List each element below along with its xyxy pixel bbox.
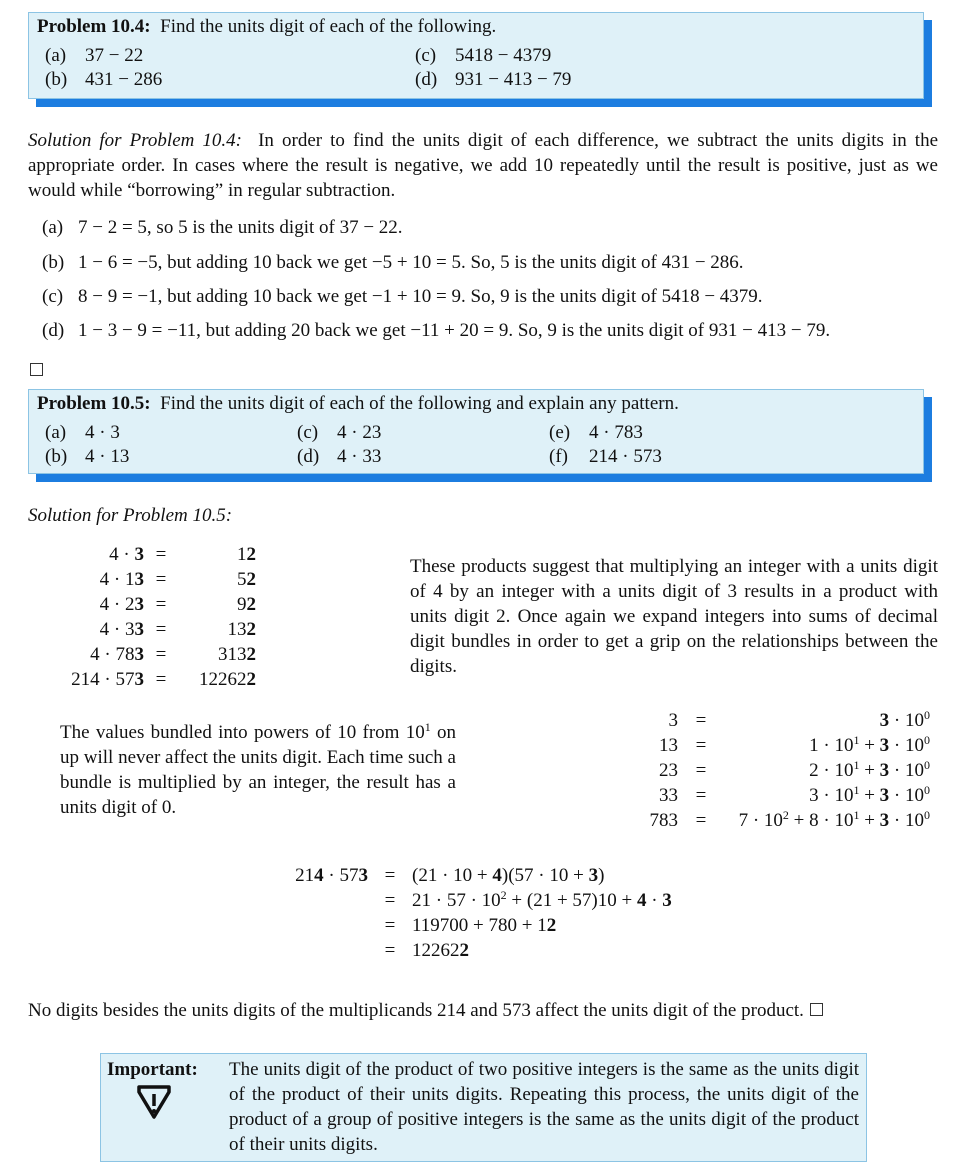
problem-item: (d) 931 − 413 − 79 [415,69,572,90]
equation-row [284,938,672,963]
equation-rhs: 3132 [218,643,256,665]
equation-rhs: 122622 [199,668,256,690]
equation-equals: = [155,568,167,590]
solution-10-5-heading: Solution for Problem 10.5: [28,505,233,526]
equation-equals: = [384,939,396,961]
equation-rhs: $3 \cdot 10^0$ [879,707,930,731]
warning-icon [135,1084,173,1120]
equation-equals: = [695,759,707,781]
equation-row [284,863,672,888]
equation-lhs: 214 · 573 [71,668,144,690]
equation-lhs: 4 · 33 [99,618,144,640]
equation-lhs [284,938,368,963]
equation-lhs: 4 · 23 [99,593,144,615]
solution-step: (c) 8 − 9 = −1, but adding 10 back we get −1 + 10 = 9. So, 9 is the units digit of 5418 − 4379. [42,286,763,307]
equation-equals: = [155,643,167,665]
solution-step: (b) 1 − 6 = −5, but adding 10 back we get −5 + 10 = 5. So, 5 is the units digit of 431 − 286. [42,252,744,273]
important-label: Important: [107,1059,198,1080]
equation-row [284,888,672,913]
problem-prompt: Find the units digit of each of the following and explain any pattern. [160,393,679,414]
problem-item: (a) 4 · 3 [45,422,120,443]
equation-lhs: 13 [659,734,678,756]
equation-lhs: 3 [668,709,678,731]
problem-10-4-box [28,12,924,99]
solution-step: (d) 1 − 3 − 9 = −11, but adding 20 back we get −11 + 20 = 9. So, 9 is the units digit of 931 − 413 − 79. [42,320,831,341]
equation-row [640,708,930,733]
equation-lhs: 4 · 13 [99,568,144,590]
problem-item: (a) 37 − 22 [45,45,144,66]
equation-rhs: 132 [227,618,256,640]
equation-rhs: 119700 + 780 + 12 [412,914,557,936]
equation-rhs: $7 \cdot 10^2 + 8 \cdot 10^1 + 3 \cdot 10^0$ [738,807,930,831]
equation-row [640,733,930,758]
equation-lhs: 4 · 3 [109,543,144,565]
equation-equals: = [695,784,707,806]
equation-row [640,758,930,783]
equation-row [640,783,930,808]
equation-row [60,542,256,567]
problem-label: Problem 10.4: [37,16,151,37]
equation-equals: = [695,734,707,756]
equation-rhs: 52 [237,568,256,590]
products-table [60,542,256,692]
problem-prompt: Find the units digit of each of the following. [160,16,497,37]
problem-item: (c) 4 · 23 [297,422,382,443]
equation-lhs: 23 [659,759,678,781]
equation-row [640,808,930,833]
equation-rhs: $3 \cdot 10^1 + 3 \cdot 10^0$ [809,782,930,806]
equation-lhs: 4 · 783 [90,643,144,665]
important-box [100,1053,867,1162]
problem-10-5-box [28,389,924,474]
equation-lhs: 33 [659,784,678,806]
bundle-note: The values bundled into powers of 10 from $10^1$ on up will never affect the units digit. Each time such a bundle is multiplied by an integer, the result has a units digit of 0. [60,720,457,818]
equation-row [60,642,256,667]
equation-equals: = [155,618,167,640]
problem-label: Problem 10.5: [37,393,151,414]
equation-equals: = [384,864,396,886]
equation-lhs [284,888,368,913]
equation-lhs [284,913,368,938]
qed-square-icon [30,363,43,376]
equation-row [284,913,672,938]
solution-10-5-conclusion: No digits besides the units digits of the multiplicands 214 and 573 affect the units digit of the product. [28,1000,823,1022]
equation-equals: = [695,709,707,731]
problem-item: (d) 4 · 33 [297,446,382,467]
equation-rhs: $1 \cdot 10^1 + 3 \cdot 10^0$ [809,732,930,756]
problem-item: (c) 5418 − 4379 [415,45,552,66]
important-text: The units digit of the product of two positive integers is the same as the units digit of the product of their units digits. Repeating this process, the units digit of the product of a group of positive integers is the same as the units digit of the product of their units digits. [229,1059,859,1155]
derivation-table [284,863,672,963]
problem-item: (b) 4 · 13 [45,446,130,467]
equation-rhs: 122622 [412,939,469,961]
solution-intro-text: In order to find the units digit of each difference, we subtract the units digits in the appropriate order. In cases where the result is negative, we add 10 repeatedly until the result is positive, just as we would while “borrowing” in regular subtraction. [28,130,938,201]
equation-equals: = [155,668,167,690]
equation-row [60,567,256,592]
problem-item: (f) 214 · 573 [549,446,662,467]
equation-equals: = [155,543,167,565]
equation-rhs: $2 \cdot 10^1 + 3 \cdot 10^0$ [809,757,930,781]
solution-10-4-intro [28,128,938,203]
equation-equals: = [155,593,167,615]
equation-lhs: 214 · 573 [295,864,368,886]
equation-row [60,617,256,642]
equation-equals: = [695,809,707,831]
equation-rhs: (21 · 10 + 4)(57 · 10 + 3) [412,864,605,886]
expansions-table [640,708,930,833]
solution-step: (a) 7 − 2 = 5, so 5 is the units digit of 37 − 22. [42,217,403,238]
problem-10-4-title [37,16,496,38]
equation-equals: = [384,889,396,911]
problem-10-5-title [37,393,679,415]
problem-item: (e) 4 · 783 [549,422,643,443]
products-observation: These products suggest that multiplying an integer with a units digit of 4 by an integer with a units digit of 3 results in a product with units digit 2. Once again we expand integers into sums of decimal digit bundles in order to get a grip on the relationships between the digits. [410,556,938,677]
equation-equals: = [384,914,396,936]
equation-row [60,592,256,617]
equation-row [60,667,256,692]
equation-lhs: 783 [649,809,678,831]
problem-item: (b) 431 − 286 [45,69,163,90]
equation-rhs: 92 [237,593,256,615]
equation-rhs: $21 \cdot 57 \cdot 10^2 + (21 + 57)10 + 4 \cdot 3$ [412,887,672,911]
solution-heading: Solution for Problem 10.4: [28,130,242,151]
equation-rhs: 12 [237,543,256,565]
qed-square-icon [810,1003,823,1016]
